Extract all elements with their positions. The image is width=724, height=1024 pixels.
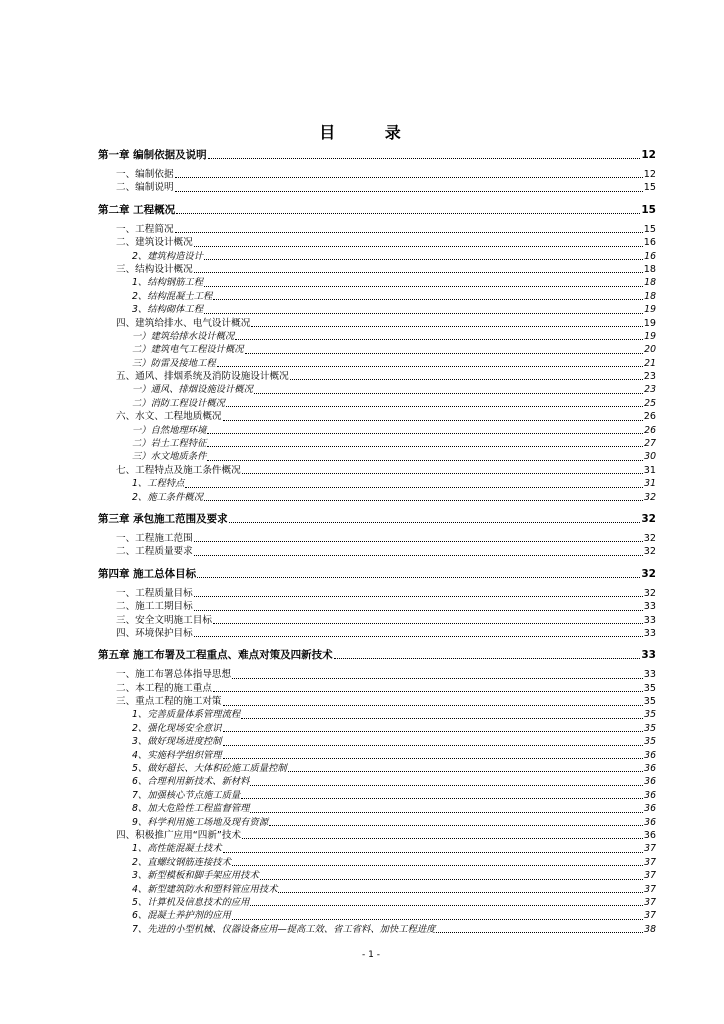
toc-entry-level-3[interactable]: [98, 303, 656, 316]
toc-entry-page: 25: [644, 397, 656, 409]
dot-leader: [290, 379, 643, 380]
toc-entry-page: 36: [644, 816, 656, 828]
dot-leader: [260, 879, 643, 880]
toc-entry-title: 七、工程特点及施工条件概况: [116, 464, 241, 476]
dot-leader: [194, 636, 643, 637]
toc-entry-title: 一）自然地理环境: [132, 424, 207, 436]
toc-entry-level-3[interactable]: [98, 856, 656, 869]
toc-entry-title: 四、积极推广应用“四新”技术: [116, 830, 242, 841]
toc-entry-level-3[interactable]: [98, 450, 656, 463]
toc-entry-page: 35: [643, 682, 656, 694]
toc-entry-page: 37: [644, 856, 656, 868]
toc-entry-page: 16: [643, 237, 656, 249]
dot-leader: [213, 623, 643, 624]
toc-entry-page: 37: [644, 910, 656, 922]
toc-entry-title: 1、高性能混凝土技术: [132, 843, 222, 855]
toc-entry-page: 18: [644, 290, 656, 302]
dot-leader: [288, 771, 643, 772]
toc-entry-page: 15: [643, 182, 656, 194]
toc-entry-level-2[interactable]: [98, 464, 656, 477]
toc-entry-level-3[interactable]: [98, 735, 656, 748]
toc-entry-level-2[interactable]: [98, 168, 656, 181]
toc-entry-level-3[interactable]: [98, 343, 656, 356]
toc-entry-page: 23: [643, 371, 656, 383]
dot-leader: [207, 433, 643, 434]
toc-entry-page: 35: [644, 722, 656, 734]
toc-entry-page: 36: [644, 803, 656, 815]
toc-entry-level-2[interactable]: [98, 695, 656, 708]
dot-leader: [334, 658, 641, 659]
toc-entry-title: 1、结构钢筋工程: [132, 277, 203, 289]
toc-entry-page: 19: [643, 317, 656, 329]
dot-leader: [232, 865, 643, 866]
toc-entry-title: 四、建筑给排水、电气设计概况: [116, 317, 251, 329]
toc-entry-page: 23: [644, 384, 656, 396]
toc-entry-level-3[interactable]: [98, 816, 656, 829]
toc-entry-level-2[interactable]: [98, 532, 656, 545]
toc-entry-level-2[interactable]: [98, 236, 656, 249]
toc-entry-level-3[interactable]: [98, 789, 656, 802]
dot-leader: [250, 905, 643, 906]
dot-leader: [223, 420, 643, 421]
toc-entry-title: 第二章 工程概况: [98, 203, 176, 216]
toc-entry-title: 4、新型建筑防水和塑料管应用技术: [132, 883, 278, 895]
toc-entry-title: 6、混凝土养护剂的应用: [132, 910, 231, 922]
toc-entry-title: 二）消防工程设计概况: [132, 397, 225, 409]
toc-entry-level-3[interactable]: [98, 883, 656, 896]
toc-entry-level-3[interactable]: [98, 869, 656, 882]
toc-entry-page: 35: [644, 736, 656, 748]
toc-entry-title: 六、水文、工程地质概况: [116, 411, 222, 423]
dot-leader: [213, 299, 643, 300]
dot-leader: [208, 158, 641, 159]
toc-entry-page: 32: [641, 512, 656, 525]
toc-entry-level-3[interactable]: [98, 842, 656, 855]
dot-leader: [436, 932, 643, 933]
toc-entry-page: 36: [644, 776, 656, 788]
toc-entry-title: 二）建筑电气工程设计概况: [132, 344, 244, 356]
dot-leader: [175, 232, 643, 233]
toc-entry-page: 33: [641, 649, 656, 662]
toc-entry-page: 37: [644, 883, 656, 895]
toc-entry-title: 三）水文地质条件: [132, 451, 207, 463]
toc-entry-page: 32: [644, 491, 656, 503]
toc-entry-level-2[interactable]: [98, 600, 656, 613]
toc-entry-level-1[interactable]: [98, 148, 656, 162]
toc-entry-title: 三、重点工程的施工对策: [116, 696, 222, 708]
toc-entry-page: 38: [644, 923, 656, 935]
toc-entry-title: 5、计算机及信息技术的应用: [132, 896, 250, 908]
toc-entry-level-3[interactable]: [98, 250, 656, 263]
toc-entry-title: 第一章 编制依据及说明: [98, 149, 207, 161]
dot-leader: [269, 825, 643, 826]
dot-leader: [235, 339, 643, 340]
toc-entry-title: 一）建筑给排水设计概况: [132, 330, 235, 342]
dot-leader: [250, 785, 643, 786]
dot-leader: [207, 446, 643, 447]
toc-entry-page: 32: [643, 532, 656, 544]
toc-entry-page: 33: [643, 601, 656, 613]
dot-leader: [194, 272, 643, 273]
toc-entry-title: 二、本工程的施工重点: [116, 682, 212, 694]
toc-entry-level-3[interactable]: [98, 709, 656, 722]
dot-leader: [250, 812, 643, 813]
toc-entry-page: 15: [641, 203, 656, 216]
toc-entry-title: 3、做好现场进度控制: [132, 736, 222, 748]
toc-entry-page: 32: [643, 546, 656, 558]
toc-entry-title: 一、施工布署总体指导思想: [116, 669, 232, 681]
dot-leader: [185, 487, 643, 488]
toc-entry-level-2[interactable]: [98, 682, 656, 695]
dot-leader: [204, 286, 643, 287]
dot-leader: [213, 691, 643, 692]
toc-entry-title: 2、施工条件概况: [132, 491, 203, 503]
toc-entry-page: 36: [644, 763, 656, 775]
toc-entry-title: 3、结构砌体工程: [132, 304, 203, 316]
toc-entry-level-3[interactable]: [98, 802, 656, 815]
toc-entry-level-2[interactable]: [98, 587, 656, 600]
toc-entry-title: 2、强化现场安全意识: [132, 722, 222, 734]
table-of-contents: [98, 148, 656, 936]
toc-entry-level-3[interactable]: [98, 896, 656, 909]
toc-entry-page: 37: [644, 843, 656, 855]
toc-entry-page: 37: [644, 870, 656, 882]
dot-leader: [204, 313, 643, 314]
dot-leader: [223, 745, 644, 746]
toc-entry-level-3[interactable]: [98, 290, 656, 303]
toc-entry-title: 二、建筑设计概况: [116, 237, 193, 249]
dot-leader: [241, 718, 643, 719]
toc-entry-title: 一、工程施工范围: [116, 532, 193, 544]
toc-entry-title: 第五章 施工布署及工程重点、难点对策及四新技术: [98, 649, 333, 662]
dot-leader: [204, 259, 643, 260]
dot-leader: [223, 731, 644, 732]
toc-entry-title: 2、结构混凝土工程: [132, 290, 213, 302]
toc-entry-page: 20: [644, 344, 656, 356]
toc-entry-level-3[interactable]: [98, 477, 656, 490]
toc-entry-level-3[interactable]: [98, 749, 656, 762]
toc-entry-title: 1、工程特点: [132, 478, 185, 490]
toc-entry-level-3[interactable]: [98, 437, 656, 450]
toc-entry-level-3[interactable]: [98, 330, 656, 343]
dot-leader: [194, 246, 643, 247]
toc-entry-title: 2、建筑构造设计: [132, 250, 203, 262]
dot-leader: [194, 610, 643, 611]
toc-entry-level-3[interactable]: [98, 397, 656, 410]
toc-entry-level-2[interactable]: [98, 263, 656, 276]
toc-entry-level-1[interactable]: [98, 203, 656, 217]
toc-entry-title: 4、实施科学组织管理: [132, 749, 222, 761]
toc-entry-level-2[interactable]: [98, 223, 656, 236]
dot-leader: [232, 919, 643, 920]
dot-leader: [223, 852, 644, 853]
dot-leader: [223, 758, 644, 759]
toc-entry-title: 三、安全文明施工目标: [116, 614, 212, 626]
toc-entry-title: 五、通风、排烟系统及消防设施设计概况: [116, 371, 289, 383]
toc-entry-level-1[interactable]: [98, 512, 656, 526]
dot-leader: [194, 555, 643, 556]
toc-entry-title: 一）通风、排烟设施设计概况: [132, 384, 253, 396]
toc-entry-title: 7、加强核心节点施工质量: [132, 789, 241, 801]
toc-entry-level-3[interactable]: [98, 923, 656, 936]
toc-entry-level-3[interactable]: [98, 383, 656, 396]
toc-entry-page: 31: [643, 464, 656, 476]
dot-leader: [175, 177, 643, 178]
toc-entry-level-2[interactable]: [98, 627, 656, 640]
page-number-footer: - 1 -: [362, 950, 380, 960]
toc-entry-level-2[interactable]: [98, 829, 656, 842]
toc-entry-title: 三、结构设计概况: [116, 263, 193, 275]
toc-entry-title: 二、工程质量要求: [116, 546, 193, 558]
toc-entry-title: 第四章 施工总体目标: [98, 567, 197, 580]
dot-leader: [251, 326, 642, 327]
toc-entry-page: 15: [643, 223, 656, 235]
toc-entry-title: 三）防雷及接地工程: [132, 357, 216, 369]
toc-entry-title: 7、先进的小型机械、仪器设备应用—提高工效、省工省料、加快工程进度: [132, 923, 436, 935]
toc-entry-page: 19: [644, 304, 656, 316]
toc-entry-title: 一、工程质量目标: [116, 587, 193, 599]
toc-entry-level-1[interactable]: [98, 567, 656, 581]
toc-entry-page: 12: [643, 168, 656, 180]
toc-entry-title: 1、完善质量体系管理流程: [132, 709, 241, 721]
toc-entry-title: 一、工程简况: [116, 223, 174, 235]
toc-entry-page: 18: [643, 263, 656, 275]
toc-entry-page: 30: [644, 451, 656, 463]
toc-entry-level-2[interactable]: [98, 410, 656, 423]
toc-entry-level-2[interactable]: [98, 317, 656, 330]
toc-entry-level-2[interactable]: [98, 370, 656, 383]
toc-entry-level-3[interactable]: [98, 357, 656, 370]
dot-leader: [242, 838, 643, 839]
toc-entry-page: 35: [644, 709, 656, 721]
toc-entry-page: 16: [644, 250, 656, 262]
dot-leader: [278, 892, 643, 893]
toc-entry-page: 37: [644, 896, 656, 908]
toc-entry-title: 8、加大危险性工程监督管理: [132, 803, 250, 815]
toc-entry-level-3[interactable]: [98, 276, 656, 289]
dot-leader: [241, 798, 643, 799]
dot-leader: [242, 473, 643, 474]
toc-entry-title: 2、直螺纹钢筋连接技术: [132, 856, 231, 868]
toc-entry-level-3[interactable]: [98, 722, 656, 735]
toc-entry-level-3[interactable]: [98, 775, 656, 788]
toc-entry-title: 第三章 承包施工范围及要求: [98, 512, 228, 525]
dot-leader: [197, 577, 640, 578]
dot-leader: [226, 406, 643, 407]
toc-entry-page: 26: [644, 424, 656, 436]
toc-entry-title: 四、环境保护目标: [116, 627, 193, 639]
toc-entry-page: 32: [643, 587, 656, 599]
dot-leader: [204, 500, 643, 501]
dot-leader: [232, 678, 643, 679]
toc-entry-page: 36: [643, 830, 656, 841]
toc-entry-page: 36: [644, 749, 656, 761]
toc-entry-title: 二）岩土工程特征: [132, 438, 207, 450]
toc-entry-title: 3、新型模板和脚手架应用技术: [132, 870, 259, 882]
dot-leader: [229, 522, 641, 523]
toc-entry-page: 21: [644, 357, 656, 369]
dot-leader: [254, 393, 643, 394]
toc-entry-level-3[interactable]: [98, 909, 656, 922]
toc-entry-page: 36: [644, 789, 656, 801]
dot-leader: [194, 596, 643, 597]
toc-entry-level-1[interactable]: [98, 648, 656, 662]
dot-leader: [207, 460, 643, 461]
toc-entry-title: 一、编制依据: [116, 168, 174, 180]
dot-leader: [223, 705, 643, 706]
dot-leader: [217, 366, 643, 367]
toc-entry-level-2[interactable]: [98, 545, 656, 558]
toc-entry-page: 32: [641, 567, 656, 580]
toc-entry-page: 19: [644, 330, 656, 342]
toc-entry-level-2[interactable]: [98, 181, 656, 194]
toc-entry-page: 33: [643, 627, 656, 639]
page-title: 目 录: [319, 123, 423, 142]
toc-entry-page: 35: [643, 696, 656, 708]
toc-entry-title: 二、施工工期目标: [116, 601, 193, 613]
toc-entry-page: 27: [644, 438, 656, 450]
toc-entry-title: 9、科学利用施工场地及现有资源: [132, 816, 269, 828]
toc-entry-level-2[interactable]: [98, 614, 656, 627]
dot-leader: [175, 191, 643, 192]
toc-entry-page: 26: [643, 411, 656, 423]
toc-entry-level-3[interactable]: [98, 491, 656, 504]
toc-entry-title: 6、合理利用新技术、新材料: [132, 776, 250, 788]
toc-entry-level-2[interactable]: [98, 668, 656, 681]
toc-entry-page: 18: [644, 277, 656, 289]
toc-entry-title: 5、做好超长、大体积砼施工质量控制: [132, 763, 287, 775]
dot-leader: [194, 541, 643, 542]
toc-entry-page: 31: [644, 478, 656, 490]
toc-entry-title: 二、编制说明: [116, 182, 174, 194]
toc-entry-page: 33: [643, 614, 656, 626]
toc-entry-page: 12: [641, 149, 656, 161]
dot-leader: [176, 213, 640, 214]
toc-entry-page: 33: [643, 669, 656, 681]
dot-leader: [245, 353, 644, 354]
toc-entry-level-3[interactable]: [98, 762, 656, 775]
toc-entry-level-3[interactable]: [98, 424, 656, 437]
